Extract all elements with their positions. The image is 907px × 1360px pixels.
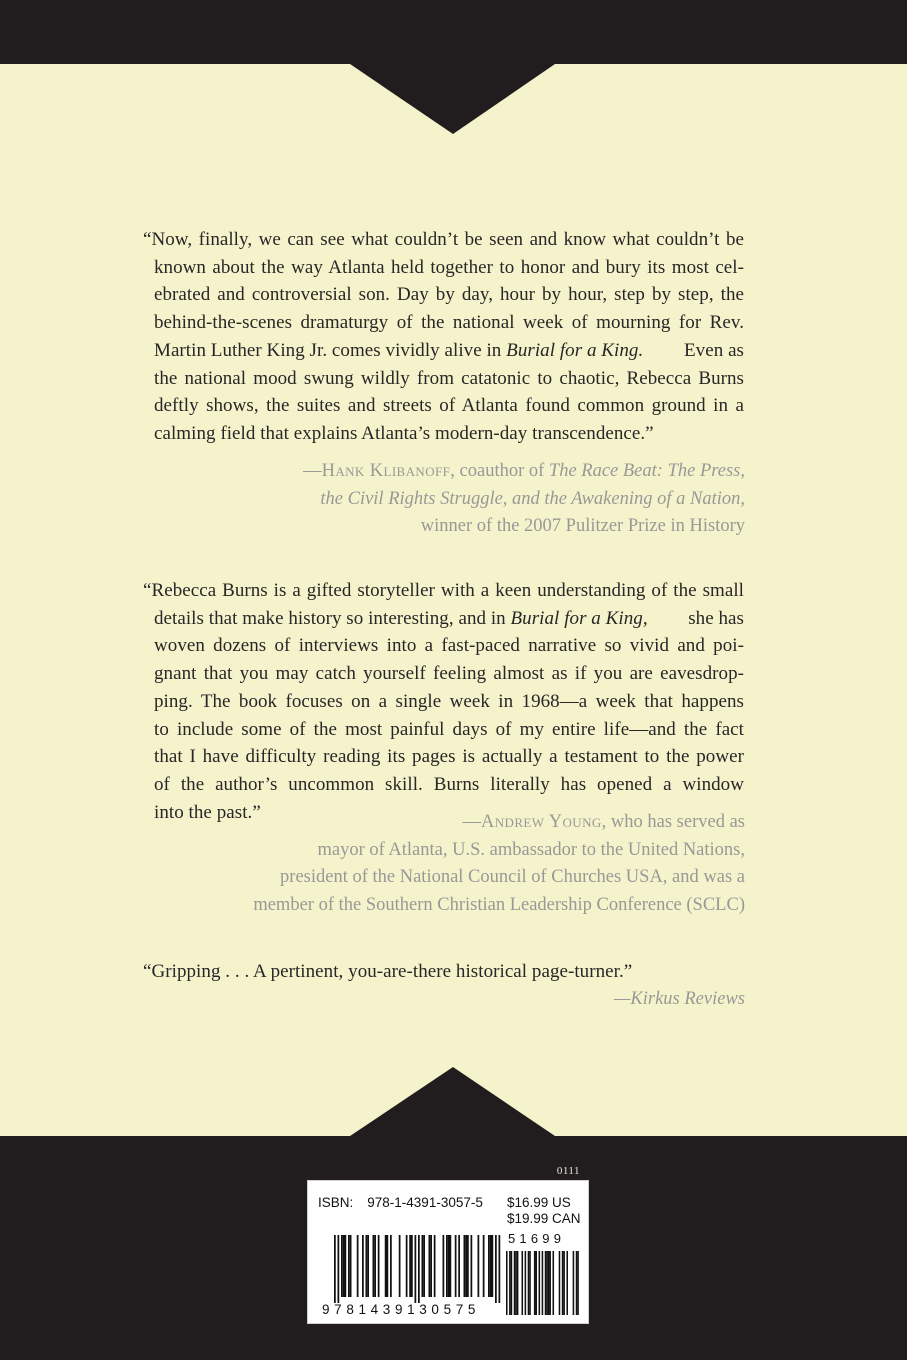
barcode-bar [338, 1235, 340, 1303]
barcode-bar [499, 1235, 501, 1303]
barcode-bar [362, 1235, 364, 1297]
quote-line: known about the way Atlanta held together to honor and bury its most cel- [154, 256, 744, 278]
barcode-bar [514, 1251, 516, 1315]
quote-text: Even as [684, 339, 744, 361]
barcode-bar [367, 1235, 369, 1297]
barcode-bar [464, 1235, 466, 1297]
book-title: Burial for a King, [510, 607, 648, 629]
barcode-bar [509, 1251, 511, 1315]
quote-line: “Rebecca Burns is a gifted storyteller with a keen understanding of the small [143, 580, 744, 601]
price-can: $19.99 CAN [507, 1210, 581, 1226]
attribution-kirkus [614, 986, 745, 1014]
barcode-bar [430, 1235, 432, 1297]
barcode-bar [378, 1235, 380, 1297]
barcode-bar [415, 1235, 417, 1303]
barcode-bar [506, 1251, 508, 1315]
quote-line [154, 605, 744, 633]
quote-kirkus [143, 958, 744, 986]
barcode-bar [546, 1251, 548, 1315]
ean-digits: 9781439130575 [322, 1302, 481, 1317]
quote-line: ebrated and controversial son. Day by day, hour by hour, step by step, the [154, 284, 744, 306]
quote-line: deftly shows, the suites and streets of Atlanta found common ground in a [154, 395, 744, 417]
quote-line: to include some of the most painful days of my entire life—and the fact [154, 718, 744, 740]
barcode-bar [399, 1235, 401, 1297]
quote-line: woven dozens of interviews into a fast-paced narrative so vivid and poi- [154, 635, 744, 657]
author-name: Andrew Young [480, 812, 602, 832]
barcode-bar [422, 1235, 424, 1297]
addon-digits: 51699 [508, 1231, 566, 1246]
quote-line: behind-the-scenes dramaturgy of the national week of mourning for Rev. [154, 312, 744, 334]
quote-text: Martin Luther King Jr. comes vividly alive in Burial for a King. [154, 339, 644, 361]
barcode-bar [387, 1235, 389, 1297]
barcode-label [307, 1180, 589, 1324]
quote-line: into the past.” [154, 801, 261, 823]
barcode-bar [409, 1235, 411, 1297]
quote-line: “Gripping . . . A pertinent, you-are-there historical page-turner.” [143, 961, 633, 982]
barcode-bar [348, 1235, 350, 1297]
barcode-bar [559, 1251, 561, 1315]
barcode-bar [455, 1235, 457, 1297]
barcode-bar [467, 1235, 469, 1297]
barcode-bar [478, 1235, 480, 1297]
barcode-bar [566, 1251, 568, 1315]
quote-line: gnant that you may catch yourself feeling almost as if you are eavesdrop- [154, 663, 744, 685]
barcode-bar [542, 1251, 544, 1315]
barcode-bar [577, 1251, 579, 1315]
attribution-line: —Andrew Young, who has served as [462, 812, 745, 832]
barcode-bar [374, 1235, 376, 1297]
barcode-bar [434, 1235, 436, 1297]
barcode-bar [429, 1235, 431, 1297]
quote-line: “Now, finally, we can see what couldn’t be seen and know what couldn’t be [143, 229, 744, 250]
barcode-bar [465, 1235, 467, 1297]
barcode-bar [350, 1235, 352, 1297]
barcode-bar [458, 1235, 460, 1297]
barcode-bar [390, 1235, 392, 1297]
attribution-line: winner of the 2007 Pulitzer Prize in History [420, 516, 745, 537]
barcode-bar [385, 1235, 387, 1297]
barcode-bar [450, 1235, 452, 1297]
barcode-bar [553, 1251, 555, 1315]
quote-line: calming field that explains Atlanta’s modern-day transcendence.” [154, 422, 654, 444]
book-title: Burial for a King. [506, 339, 644, 361]
author-name: Hank Klibanoff [321, 461, 451, 481]
quote-line [154, 337, 744, 365]
quote-line: the national mood swung wildly from catatonic to chaotic, Rebecca Burns [154, 367, 744, 389]
barcode-bar [492, 1235, 494, 1297]
barcode-bar [357, 1235, 359, 1297]
attribution-line: mayor of Atlanta, U.S. ambassador to the United Nations, [317, 839, 745, 860]
barcode-bar [423, 1235, 425, 1297]
barcode-bar [563, 1251, 565, 1315]
barcode-bar [343, 1235, 345, 1297]
barcode-bar [495, 1235, 497, 1303]
barcode-bar [545, 1251, 547, 1315]
barcode-bar [511, 1251, 513, 1315]
isbn-label: ISBN: [318, 1195, 354, 1210]
barcode-bar [517, 1251, 519, 1315]
barcode-bar [573, 1251, 575, 1315]
barcode-bar [529, 1251, 531, 1315]
price-us: $16.99 US [507, 1195, 571, 1210]
quote-line: that I have difficulty reading its pages is actually a testament to the power [154, 746, 744, 768]
barcode-bar [334, 1235, 336, 1303]
barcode-bar [562, 1251, 564, 1315]
barcode-bar [549, 1251, 551, 1315]
attribution-young [253, 809, 745, 920]
quote-klibanoff [143, 226, 744, 448]
barcode-bar [534, 1251, 536, 1315]
barcode-bar [539, 1251, 541, 1315]
barcode-bar [341, 1235, 343, 1297]
quote-line: of the author’s uncommon skill. Burns literally has opened a window [154, 773, 744, 795]
barcode-bar [525, 1251, 527, 1315]
barcode-bar [535, 1251, 537, 1315]
barcode-bar [406, 1235, 408, 1297]
barcode-bar [488, 1235, 490, 1297]
barcode-bar [345, 1235, 347, 1297]
quote-young [143, 577, 744, 826]
quote-line: ping. The book focuses on a single week in 1968—a week that happens [154, 690, 744, 712]
barcode-bar [411, 1235, 413, 1297]
barcode-bar [576, 1251, 578, 1315]
barcode-bar [515, 1251, 517, 1315]
barcode-bar [522, 1251, 524, 1315]
barcode-bar [418, 1235, 420, 1303]
isbn-number: 978-1-4391-3057-5 [367, 1195, 483, 1210]
barcode-bar [373, 1235, 375, 1297]
barcode-bar [366, 1235, 368, 1297]
barcode-bar [443, 1235, 445, 1297]
attribution-line: —Hank Klibanoff, coauthor of The Race Beat: The Press, [303, 461, 745, 481]
barcode-bar [446, 1235, 448, 1297]
attribution-line: the Civil Rights Struggle, and the Awakening of a Nation, [320, 488, 745, 509]
attribution-klibanoff [303, 458, 745, 541]
attribution-line: —Kirkus Reviews [613, 989, 745, 1009]
attribution-line: member of the Southern Christian Leadership Conference (SCLC) [253, 895, 745, 916]
barcode-bar [483, 1235, 485, 1297]
quote-text: she has [688, 607, 744, 629]
barcode-bar [548, 1251, 550, 1315]
barcode-bar [471, 1235, 473, 1297]
book-title: The Race Beat: The Press, [548, 461, 745, 481]
attribution-line: president of the National Council of Churches USA, and was a [280, 867, 745, 888]
barcode-bar [528, 1251, 530, 1315]
printer-code: 0111 [556, 1165, 580, 1177]
barcode-bar [490, 1235, 492, 1297]
quote-text: details that make history so interesting, and in Burial for a King, [154, 607, 648, 629]
barcode-bar [448, 1235, 450, 1297]
